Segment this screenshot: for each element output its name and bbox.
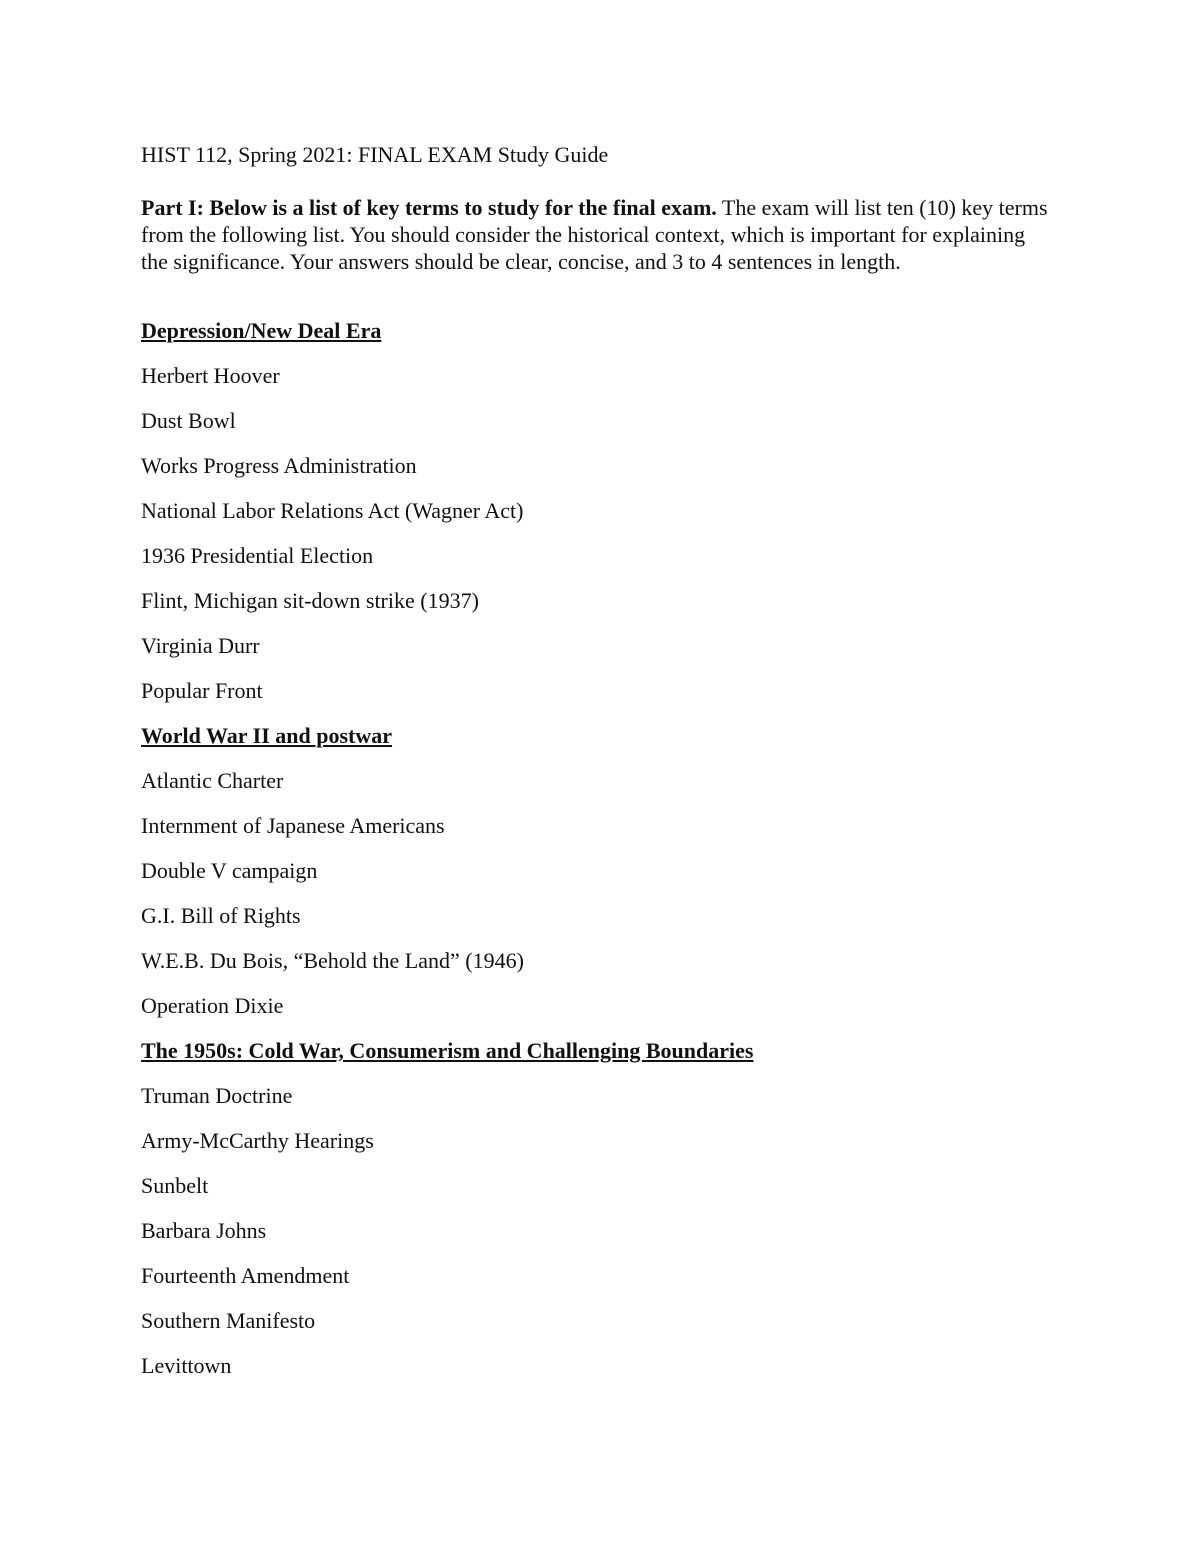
key-term: Fourteenth Amendment bbox=[141, 1263, 350, 1288]
key-term: Operation Dixie bbox=[141, 993, 284, 1018]
spacer bbox=[141, 976, 1061, 991]
section-heading: Depression/New Deal Era bbox=[141, 318, 382, 343]
spacer bbox=[141, 275, 1061, 316]
key-term: Atlantic Charter bbox=[141, 768, 284, 793]
intro-body: The exam will list ten (10) key terms from the following list. You should consider the historical context, which is important for explaining the significance. Your answers should be clear, concise, and 3 to 4 sentences in length. bbox=[141, 195, 1048, 274]
document-content bbox=[141, 140, 1061, 1381]
spacer bbox=[141, 1156, 1061, 1171]
key-term: W.E.B. Du Bois, “Behold the Land” (1946) bbox=[141, 948, 524, 973]
spacer bbox=[141, 481, 1061, 496]
intro-lead: Part I: Below is a list of key terms to study for the final exam. bbox=[141, 195, 717, 220]
key-term: Dust Bowl bbox=[141, 408, 236, 433]
key-term: Internment of Japanese Americans bbox=[141, 813, 445, 838]
key-term: Popular Front bbox=[141, 678, 263, 703]
spacer bbox=[141, 886, 1061, 901]
spacer bbox=[141, 751, 1061, 766]
spacer bbox=[141, 1201, 1061, 1216]
spacer bbox=[141, 661, 1061, 676]
spacer bbox=[141, 796, 1061, 811]
spacer bbox=[141, 706, 1061, 721]
key-term: Truman Doctrine bbox=[141, 1083, 293, 1108]
spacer bbox=[141, 346, 1061, 361]
key-term: Sunbelt bbox=[141, 1173, 209, 1198]
section-heading: World War II and postwar bbox=[141, 723, 393, 748]
sections-container bbox=[141, 316, 1061, 1381]
spacer bbox=[141, 1246, 1061, 1261]
key-term: G.I. Bill of Rights bbox=[141, 903, 301, 928]
spacer bbox=[141, 1291, 1061, 1306]
key-term: Herbert Hoover bbox=[141, 363, 280, 388]
spacer bbox=[141, 1336, 1061, 1351]
spacer bbox=[141, 931, 1061, 946]
document-title: HIST 112, Spring 2021: FINAL EXAM Study Guide bbox=[141, 142, 609, 167]
key-term: Double V campaign bbox=[141, 858, 318, 883]
section-heading: The 1950s: Cold War, Consumerism and Challenging Boundaries bbox=[141, 1038, 754, 1063]
intro-paragraph bbox=[141, 194, 1056, 275]
key-term: Barbara Johns bbox=[141, 1218, 267, 1243]
spacer bbox=[141, 526, 1061, 541]
key-term: Flint, Michigan sit-down strike (1937) bbox=[141, 588, 479, 613]
key-term: Virginia Durr bbox=[141, 633, 260, 658]
spacer bbox=[141, 616, 1061, 631]
spacer bbox=[141, 436, 1061, 451]
spacer bbox=[141, 571, 1061, 586]
key-term: Levittown bbox=[141, 1353, 232, 1378]
spacer bbox=[141, 1021, 1061, 1036]
spacer bbox=[141, 1111, 1061, 1126]
spacer bbox=[141, 391, 1061, 406]
key-term: Southern Manifesto bbox=[141, 1308, 316, 1333]
key-term: 1936 Presidential Election bbox=[141, 543, 374, 568]
spacer bbox=[141, 841, 1061, 856]
key-term: National Labor Relations Act (Wagner Act) bbox=[141, 498, 524, 523]
spacer bbox=[141, 1066, 1061, 1081]
key-term: Army-McCarthy Hearings bbox=[141, 1128, 374, 1153]
key-term: Works Progress Administration bbox=[141, 453, 417, 478]
